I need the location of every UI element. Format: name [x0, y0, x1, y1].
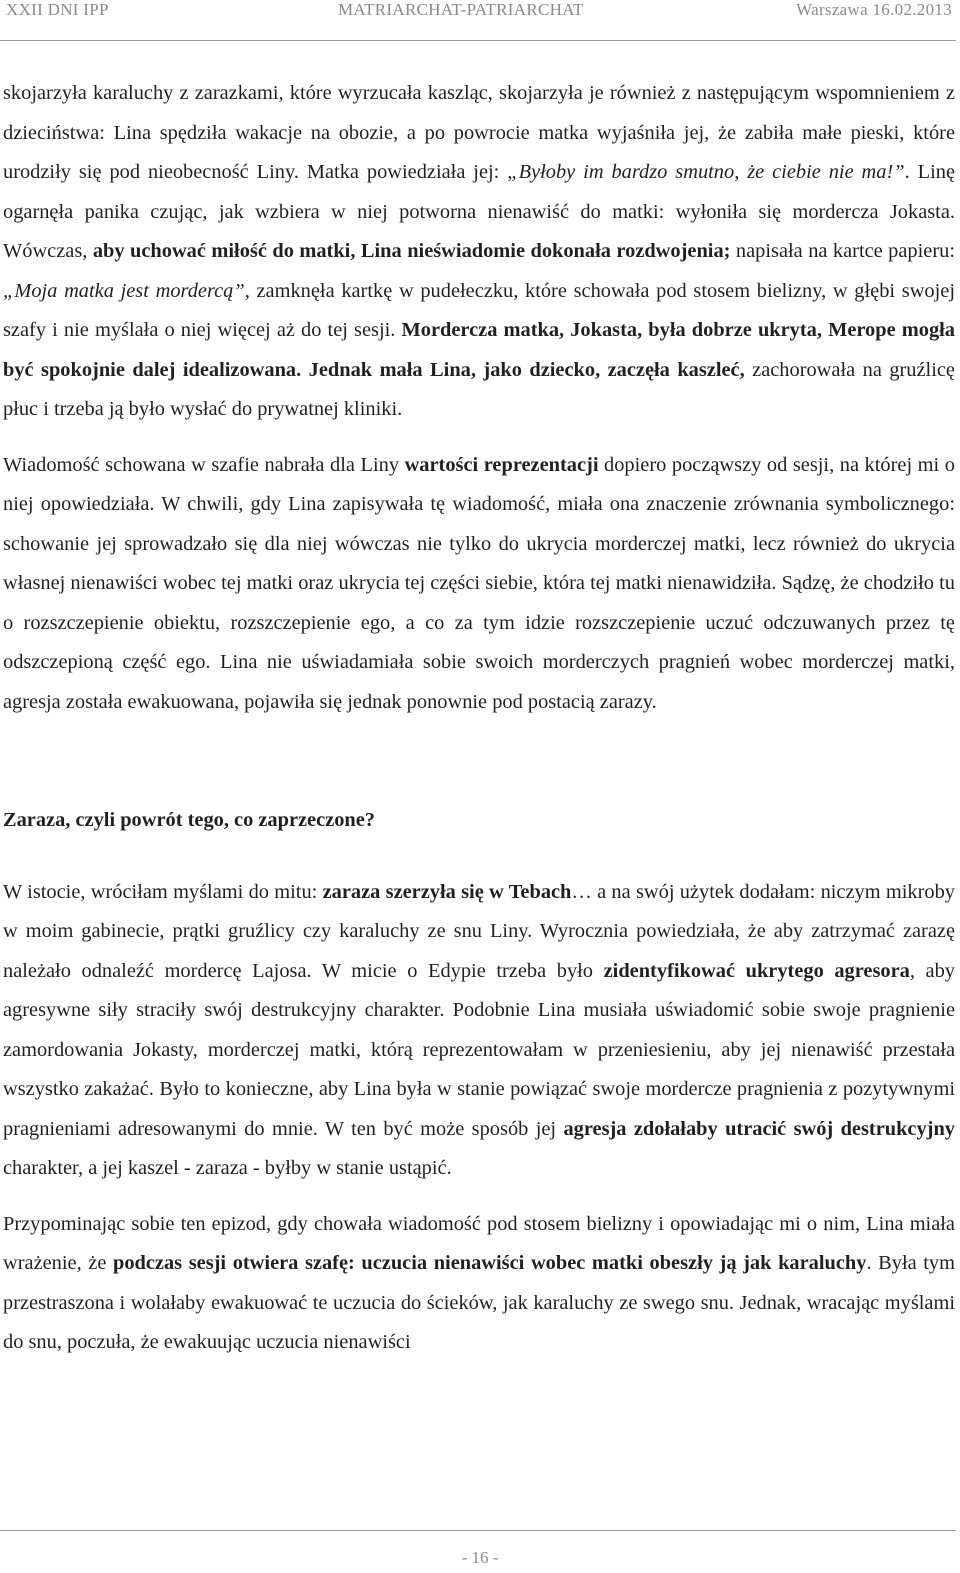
footer-divider — [0, 1530, 956, 1531]
bold-emphasis: zidentyfikować ukrytego agresora — [603, 959, 910, 982]
header-place-date: Warszawa 16.02.2013 — [796, 0, 952, 19]
bold-emphasis: aby uchować miłość do matki, Lina nieświadomie dokonała rozdwojenia; — [92, 240, 731, 262]
paragraph-1 — [3, 74, 955, 430]
text-run: napisała na kartce papieru: — [730, 240, 955, 262]
text-run: dopiero począwszy od sesji, na której mi o niej opowiedziała. W chwili, gdy Lina zapisywała tę wiadomość, miała ona znaczenie zrównania symbolicznego: schowanie jej sprowadzało się dla niej wówczas nie tylko do ukrycia morderczej matki, lecz również do ukrycia własnej nienawiści wobec tej matki oraz ukrycia tej części siebie, która tej matki nienawidziła. Sądzę, że chodziło tu o rozszczepienie obiektu, rozszczepienie ego, a co za tym idzie rozszczepienie uczuć odczuwanych przez tę odszczepioną część ego. Lina nie uświadamiała sobie swoich morderczych pragnień wobec morderczej matki, agresja została ewakuowana, pojawiła się jednak ponownie pod postacią zarazy. — [3, 453, 955, 713]
text-run: charakter, a jej kaszel - zaraza - byłby w stanie ustąpić. — [3, 1157, 452, 1179]
paragraph-gap — [3, 841, 955, 857]
paragraph-2 — [3, 446, 955, 723]
bold-emphasis: zaraza szerzyła się w Tebach — [322, 880, 572, 903]
paragraph-3 — [3, 873, 955, 1189]
paragraph-gap — [3, 857, 955, 873]
paragraph-4 — [3, 1205, 955, 1363]
text-run: , aby agresywne siły straciły swój destrukcyjny charakter. Podobnie Lina musiała uświadomić sobie swoje pragnienie zamordowania Jokasty, morderczej matki, którą reprezentowałam w przeniesieniu, aby jej nienawiść przestała wszystko zakażać. Było to konieczne, aby Lina była w stanie powiązać swoje mordercze pragnienia z pozytywnymi pragnieniami adresowanymi do mnie. W ten być może sposób jej — [3, 959, 955, 1140]
section-gap — [3, 722, 955, 801]
paragraph-gap — [3, 1189, 955, 1205]
document-body — [3, 74, 955, 1363]
header-event-title: XXII DNI IPP — [6, 0, 109, 19]
text-run: skojarzyła karaluchy z zarazkami, które wyrzucała kaszląc, skojarzyła je również z następującym wspomnieniem z dzieciństwa: Lina spędziła wakacje na obozie, a po powrocie matka wyjaśniła jej, że zabiła małe pieski, które urodziły się pod nieobecność Liny. Matka powiedziała jej: — [3, 82, 955, 183]
text-run: , zamknęła kartkę w pudełeczku, które schowała pod stosem bielizny, w głębi swojej szafy i nie myślała o niej więcej aż do tej sesji. — [3, 279, 955, 341]
text-run: Przypominając sobie ten epizod, gdy chowała wiadomość pod stosem bielizny i opowiadając mi o nim, Lina miała wrażenie, że — [3, 1212, 955, 1274]
text-run: W istocie, wróciłam myślami do mitu: — [3, 880, 323, 903]
section-heading: Zaraza, czyli powrót tego, co zaprzeczone? — [3, 809, 375, 831]
text-run: . Linę ogarnęła panika czując, jak wzbiera w niej potworna nienawiść do matki: wyłoniła się mordercza Jokasta. Wówczas, — [3, 161, 955, 262]
header-conference-theme: MATRIARCHAT-PATRIARCHAT — [338, 0, 584, 19]
text-run: Wiadomość schowana w szafie nabrała dla Liny — [3, 453, 405, 476]
text-run: . Była tym przestraszona i wolałaby ewakuować te uczucia do ścieków, jak karaluchy ze swego snu. Jednak, wracając myślami do snu, poczuła, że ewakuując uczucia nienawiści — [3, 1252, 955, 1353]
italic-quote: „Moja matka jest mordercą” — [3, 279, 245, 302]
bold-emphasis: agresja zdołałaby utracić swój destrukcyjny — [563, 1117, 956, 1140]
bold-emphasis: Mordercza matka, Jokasta, była dobrze ukryta, Merope mogła być spokojnie dalej idealizowana. Jednak mała Lina, jako dziecko, zaczęła kaszleć, — [3, 319, 956, 381]
text-run: zachorowała na gruźlicę płuc i trzeba ją było wysłać do prywatnej kliniki. — [3, 358, 955, 420]
bold-emphasis: podczas sesji otwiera szafę: uczucia nienawiści wobec matki obeszły ją jak karaluchy — [113, 1252, 867, 1274]
header-divider — [0, 40, 956, 41]
text-run: … a na swój użytek dodałam: niczym mikroby w moim gabinecie, prątki gruźlicy czy karaluchy ze snu Liny. Wyrocznia powiedziała, że aby zatrzymać zarazę należało odnaleźć mordercę Lajosa. W micie o Edypie trzeba było — [3, 880, 955, 982]
paragraph-gap — [3, 430, 955, 446]
bold-emphasis: wartości reprezentacji — [404, 453, 599, 476]
italic-quote: „Byłoby im bardzo smutno, że ciebie nie ma!” — [507, 161, 905, 183]
page-number: - 16 - — [461, 1548, 499, 1567]
page-header — [0, 0, 960, 20]
